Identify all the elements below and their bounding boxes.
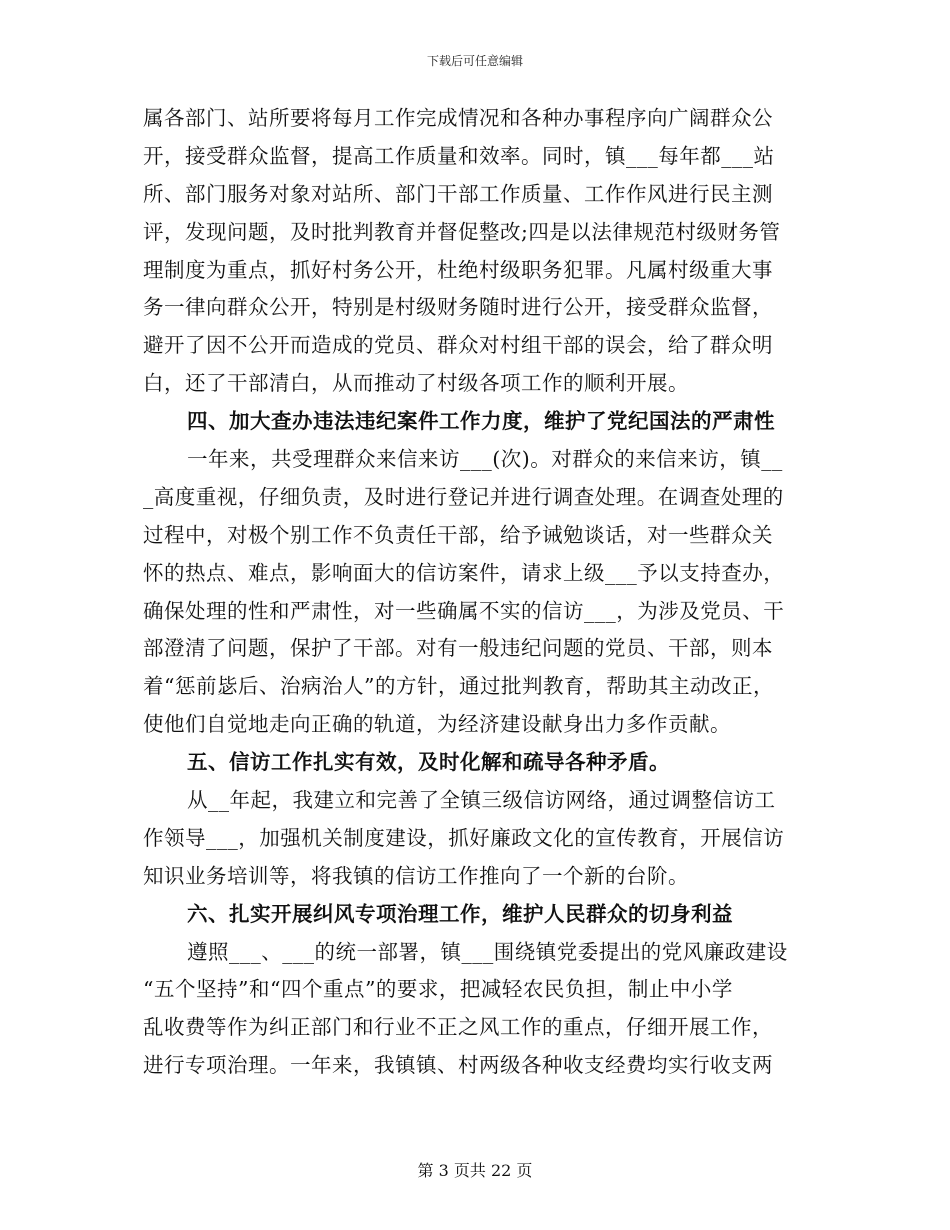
text-line: 务一律向群众公开，特别是村级财务随时进行公开，接受群众监督， [143,295,773,320]
text-line: 确保处理的性和严肃性，对一些确属不实的信访___，为涉及党员、干 [143,598,785,623]
text-line: 避开了因不公开而造成的党员、群众对村组干部的误会，给了群众明 [143,333,773,358]
section-heading: 四、加大查办违法违纪案件工作力度，维护了党纪国法的严肃性 [187,409,775,434]
text-line: 使他们自觉地走向正确的轨道，为经济建设献身出力多作贡献。 [143,712,731,737]
page-header: 下载后可任意编辑 [426,54,523,68]
text-line: 白，还了干部清白，从而推动了村级各项工作的顺利开展。 [143,371,689,396]
text-line: 从__年起，我建立和完善了全镇三级信访网络，通过调整信访工 [187,788,776,813]
text-line: 着“惩前毖后、治病治人”的方针，通过批判教育，帮助其主动改正， [143,674,774,699]
text-line: 所、部门服务对象对站所、部门干部工作质量、工作作风进行民主测 [143,181,773,206]
text-line: 作领导___，加强机关制度建设，抓好廉政文化的宣传教育，开展信访 [143,825,785,850]
text-line: 乱收费等作为纠正部门和行业不正之风工作的重点，仔细开展工作， [143,1015,773,1040]
text-line: _高度重视，仔细负责，及时进行登记并进行调查处理。在调查处理的 [143,484,784,509]
text-line: 属各部门、站所要将每月工作完成情况和各种办事程序向广阔群众公 [143,106,773,130]
text-line: 理制度为重点，抓好村务公开，杜绝村级职务犯罪。凡属村级重大事 [143,257,773,282]
text-line: 怀的热点、难点，影响面大的信访案件，请求上级___予以支持查办， [143,560,785,585]
text-line: 一年来，共受理群众来信来访___(次)。对群众的来信来访，镇__ [187,447,783,472]
section-heading: 五、信访工作扎实有效，及时化解和疏导各种矛盾。 [187,750,670,775]
text-line: 遵照___、___的统一部署，镇___围绕镇党委提出的党风廉政建设 [187,939,788,964]
text-line: 进行专项治理。一年来，我镇镇、村两级各种收支经费均实行收支两 [143,1053,773,1078]
section-heading: 六、扎实开展纠风专项治理工作，维护人民群众的切身利益 [187,901,733,926]
page-number: 第 3 页共 22 页 [417,1161,533,1180]
text-line: 开，接受群众监督，提高工作质量和效率。同时，镇___每年都___站 [143,143,775,168]
text-line: 部澄清了问题，保护了干部。对有一般违纪问题的党员、干部，则本 [143,636,773,661]
text-line: 过程中，对极个别工作不负责任干部，给予诫勉谈话，对一些群众关 [143,522,773,547]
document-body [143,100,813,1085]
text-line: “五个坚持”和“四个重点”的要求，把减轻农民负担，制止中小学 [143,977,733,1002]
text-line: 评，发现问题，及时批判教育并督促整改;四是以法律规范村级财务管 [143,219,781,244]
text-line: 知识业务培训等，将我镇的信访工作推向了一个新的台阶。 [143,863,689,888]
